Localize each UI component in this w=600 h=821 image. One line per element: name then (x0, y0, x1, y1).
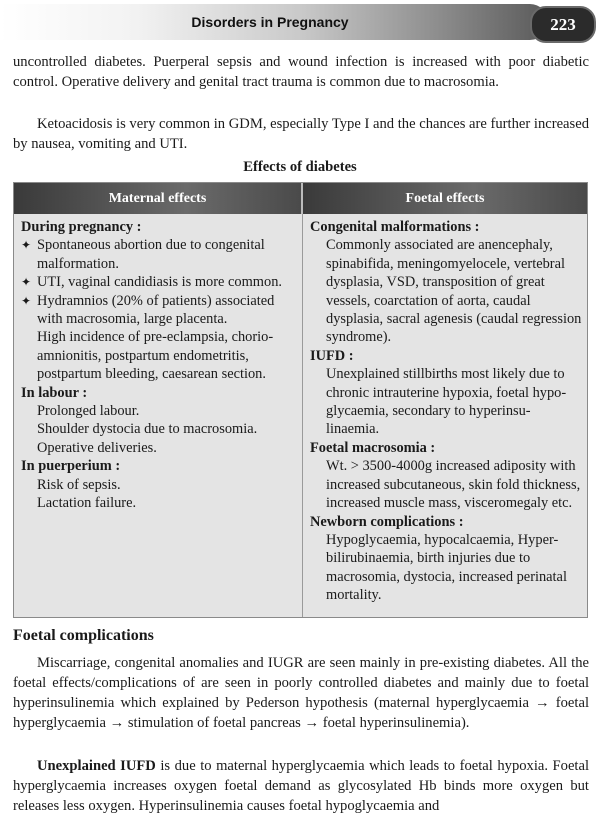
list-item: Risk of sepsis. (37, 476, 121, 493)
intro-paragraph-1: uncontrolled diabetes. Puerperal sepsis and wound infection is increased with poor diabetic control. Operative delivery and genital tract trauma is common due to macrosomia. (13, 54, 589, 90)
page-header (0, 0, 600, 44)
effects-table (13, 182, 588, 618)
paragraph-text: is due to maternal hyperglycaemia which leads to foetal hypoxia. Foetal hyperglycaemia increases oxygen foetal demand as glycosylated Hb binds more oxygen but releases less oxygen. Hyperinsulinemia causes foetal hypoglycaemia and (13, 758, 590, 814)
macrosomia-heading: Foetal macrosomia : (310, 439, 436, 456)
column-divider (302, 214, 303, 617)
foetal-header: Foetal effects (303, 183, 587, 214)
list-item: ✦ Hydramnios (20% of patients) associated with macrosomia, large placenta. (21, 292, 275, 328)
table-caption: Effects of diabetes (243, 159, 357, 175)
newborn-heading: Newborn complications : (310, 513, 464, 530)
intro-paragraph-2: Ketoacidosis is very common in GDM, especially Type I and the chances are further increased by nausea, vomiting and UTI. (13, 116, 589, 152)
iufd-text: Unexplained stillbirths most likely due to chronic intrauterine hypoxia, foetal hypo-glycaemia, secondary to hyperinsu-linaemia. (326, 366, 567, 438)
list-item: ✦ Spontaneous abortion due to congenital malformation. (21, 237, 265, 272)
pregnancy-heading: During pregnancy : (21, 219, 142, 235)
puerperium-heading: In puerperium : (21, 458, 121, 475)
maternal-column (21, 218, 299, 513)
labour-heading: In labour : (21, 384, 88, 401)
iufd-term: Unexplained IUFD (37, 758, 156, 774)
list-item: Lactation failure. (37, 495, 137, 512)
malformations-text: Commonly associated are anencephaly, spinabifida, meningomyelocele, vertebral dysplasia, VSD, transposition of great vessels, coarctation of aorta, caudal dysplasia, sacral agenesis (caudal regression syndrome). (326, 237, 582, 346)
macrosomia-text: Wt. > 3500-4000g increased adiposity with increased subcutaneous, skin fold thickness, increased muscle mass, visceromegaly etc. (326, 458, 581, 512)
bullet-icon: ✦ (21, 238, 32, 253)
complications-paragraph-2 (13, 756, 589, 816)
complications-paragraph-1: Miscarriage, congenital anomalies and IUGR are seen mainly in pre-existing diabetes. All the foetal effects/complications of are seen in poorly controlled diabetes and mainly due to foetal hyperinsulinemia which explained by Pederson hypothesis (maternal hyperglycaemia → foetal hyperglycaemia → stimulation of foetal pancreas → foetal hyperinsulinemia). (13, 655, 589, 731)
list-item: Operative deliveries. (37, 439, 157, 456)
maternal-header: Maternal effects (14, 183, 303, 214)
list-item: Shoulder dystocia due to macrosomia. (37, 421, 258, 438)
bullet-icon: ✦ (21, 293, 32, 308)
foetal-column (310, 218, 582, 605)
bullet-icon: ✦ (21, 275, 32, 290)
newborn-text: Hypoglycaemia, hypocalcaemia, Hyper-bilirubinaemia, birth injuries due to macrosomia, dystocia, increased perinatal mortality. (326, 531, 567, 604)
page-number-badge: 223 (530, 6, 596, 43)
chapter-title: Disorders in Pregnancy (191, 14, 349, 30)
pregnancy-note: High incidence of pre-eclampsia, chorio-amnionitis, postpartum endometritis, postpartum bleeding, caesarean section. (37, 329, 274, 383)
malformations-heading: Congenital malformations : (310, 219, 480, 235)
iufd-heading: IUFD : (310, 347, 354, 364)
list-item: ✦ UTI, vaginal candidiasis is more common. (21, 274, 282, 291)
list-item: Prolonged labour. (37, 403, 140, 420)
section-heading: Foetal complications (13, 627, 154, 644)
